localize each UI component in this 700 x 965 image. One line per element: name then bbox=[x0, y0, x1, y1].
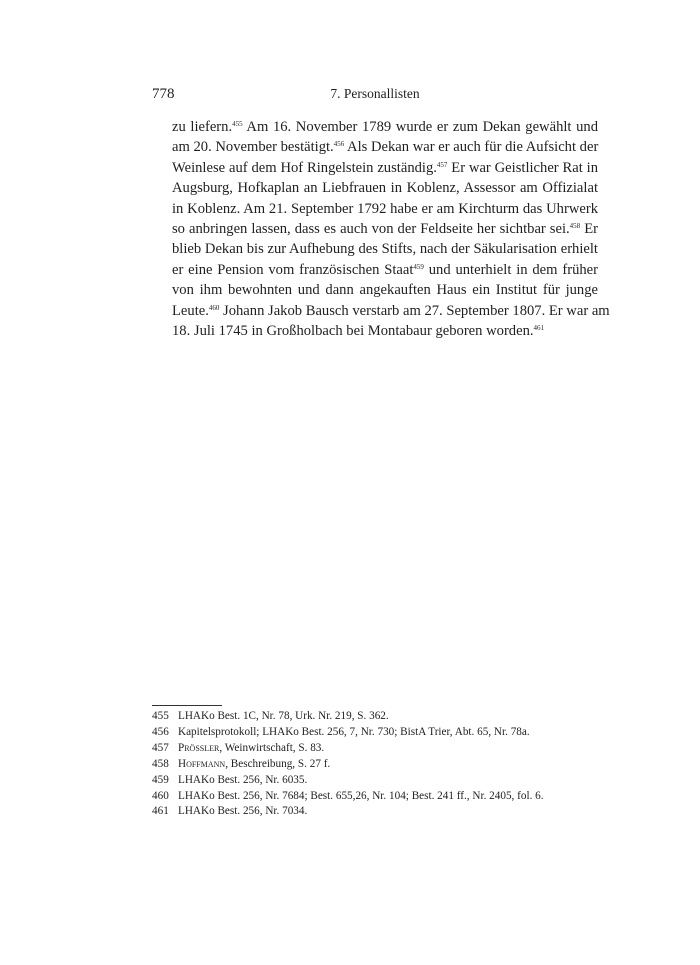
text-run: und unterhielt in dem früher bbox=[423, 261, 598, 278]
footnote-number: 458 bbox=[152, 757, 169, 770]
footnote-number: 461 bbox=[152, 805, 169, 818]
footnote-text: Kapitelsprotokoll; LHAKo Best. 256, 7, Nr. 730; BistA Trier, Abt. 65, Nr. 78a. bbox=[178, 725, 530, 738]
text-run: Leute. bbox=[172, 302, 209, 319]
body-line bbox=[172, 117, 598, 137]
footnote-text: LHAKo Best. 1C, Nr. 78, Urk. Nr. 219, S. 362. bbox=[178, 710, 389, 722]
running-head: 7. Personallisten bbox=[330, 86, 420, 101]
footnote-text: , Weinwirtschaft, S. 83. bbox=[219, 741, 325, 754]
footnote bbox=[152, 709, 598, 725]
footnote bbox=[152, 757, 598, 773]
text-run: von ihm bewohnten und dann angekauften Haus ein Institut für junge bbox=[172, 282, 598, 299]
footnote-reference: 455 bbox=[232, 120, 243, 128]
footnote-reference: 460 bbox=[208, 303, 220, 312]
author-name: Prössler bbox=[178, 741, 220, 754]
footnote-number: 455 bbox=[152, 710, 169, 722]
text-run: Johann Jakob Bausch verstarb am 27. September 1807. Er war am bbox=[219, 302, 610, 319]
footnote-reference: 461 bbox=[533, 324, 545, 333]
footnote-list bbox=[152, 709, 598, 820]
footnote-text: LHAKo Best. 256, Nr. 7034. bbox=[178, 805, 308, 818]
text-run: am 20. November bestätigt. bbox=[172, 139, 334, 156]
text-run: Augsburg, Hofkaplan an Liebfrauen in Koblenz, Assessor am Offizialat bbox=[172, 180, 598, 197]
footnote-reference: 459 bbox=[413, 262, 424, 271]
footnote-number: 456 bbox=[152, 725, 169, 738]
footnote bbox=[152, 804, 598, 820]
text-run: Am 16. November 1789 wurde er zum Dekan gewählt und bbox=[242, 119, 598, 135]
text-run: blieb Dekan bis zur Aufhebung des Stifts, nach der Säkularisation erhielt bbox=[172, 241, 598, 258]
text-run: er eine Pension vom französischen Staat bbox=[172, 261, 414, 278]
footnote bbox=[152, 789, 598, 805]
author-name: Hoffmann bbox=[178, 757, 226, 770]
body-line bbox=[172, 199, 598, 219]
footnote-number: 459 bbox=[152, 773, 169, 786]
text-run: in Koblenz. Am 21. September 1792 habe er am Kirchturm das Uhrwerk bbox=[172, 200, 598, 217]
footnote bbox=[152, 741, 598, 757]
body-line bbox=[172, 219, 598, 239]
body-line bbox=[172, 137, 598, 157]
footnote-number: 457 bbox=[152, 741, 169, 754]
text-run: zu liefern. bbox=[172, 119, 233, 135]
body-line bbox=[172, 158, 598, 178]
body-line bbox=[172, 321, 598, 341]
page-number: 778 bbox=[152, 86, 175, 102]
footnote-reference: 458 bbox=[569, 222, 581, 231]
text-run: Als Dekan war er auch für die Aufsicht der bbox=[344, 139, 599, 156]
text-run: 18. Juli 1745 in Großholbach bei Montabaur geboren worden. bbox=[172, 323, 534, 340]
body-line bbox=[172, 239, 598, 259]
body-paragraph bbox=[172, 117, 610, 341]
text-run: so anbringen lassen, dass es auch von der Feldseite her sichtbar sei. bbox=[172, 221, 570, 238]
footnote-separator bbox=[152, 705, 222, 706]
text-run: Er war Geistlicher Rat in bbox=[447, 159, 598, 176]
footnote-text: LHAKo Best. 256, Nr. 6035. bbox=[178, 773, 308, 786]
footnote-number: 460 bbox=[152, 789, 169, 802]
footnote-text: , Beschreibung, S. 27 f. bbox=[225, 757, 331, 770]
footnote-reference: 456 bbox=[333, 140, 345, 149]
body-line bbox=[172, 301, 610, 321]
footnote-text: LHAKo Best. 256, Nr. 7684; Best. 655,26, Nr. 104; Best. 241 ff., Nr. 2405, fol. 6. bbox=[178, 789, 544, 802]
footnote bbox=[152, 773, 598, 789]
text-run: Weinlese auf dem Hof Ringelstein zuständig. bbox=[172, 159, 437, 176]
body-line bbox=[172, 178, 598, 198]
text-run: Er bbox=[580, 221, 598, 238]
footnote-reference: 457 bbox=[436, 160, 448, 169]
body-line bbox=[172, 260, 598, 280]
footnote bbox=[152, 725, 598, 741]
body-line bbox=[172, 280, 598, 300]
